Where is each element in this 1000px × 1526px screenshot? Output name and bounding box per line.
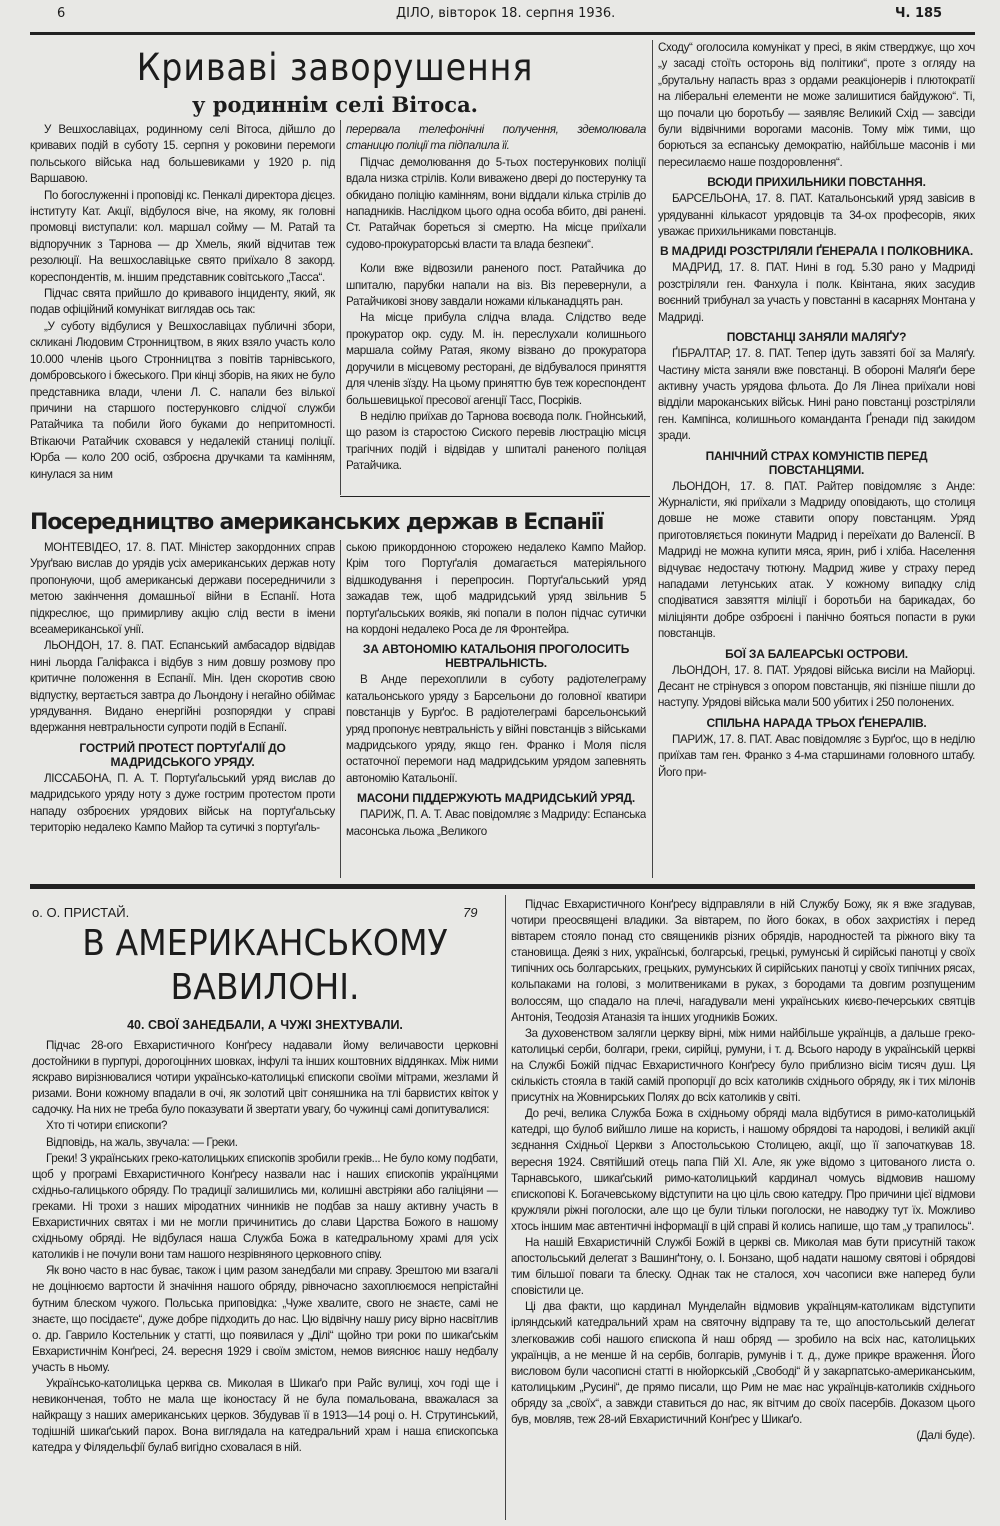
paragraph: ПАРИЖ, П. А. Т. Авас повідомляє з Мадриду: Еспанська масонська льожа „Великого xyxy=(346,808,646,838)
paragraph: ҐІБРАЛТАР, 17. 8. ПАТ. Тепер ідуть завзяті бої за Маляґу. Частину міста заняли вже повстанці. В обороні Маляґи бере активну участь урядова фльота. До Ля Лінеа приїхали нові відділи мароканських військ. Нині рано повстанці розстріляли ген. Кампінса, колишнього команданта Ґренади під закидом зради. xyxy=(658,347,975,443)
feuilleton-author: о. О. ПРИСТАЙ. xyxy=(32,905,130,920)
section-rule xyxy=(30,884,975,889)
paragraph: БАРСЕЛЬОНА, 17. 8. ПАТ. Катальонський уряд завісив в урядуванні кількасот урядовців та 34-ох професорів, яких уважає прихильниками повстанців. xyxy=(658,192,975,239)
news-heading: В МАДРИДІ РОЗСТРІЛЯЛИ ҐЕНЕРАЛА І ПОЛКОВНИКА. xyxy=(660,244,973,259)
paragraph: Підчас Евхаристичного Конґресу відправляли в ній Службу Божу, як я вже згадував, чотири преосвящені владики. За вівтарем, по його боках, в обох захристіях і перед вівтарем стояло понад сто священиків різних обрядів, народностей та ріжного віку та становища. Деякі з них, українські, болгарські, грецькі, румунські й сирійські панотці у своїх типічних ось болгарських, грецьких, румунських й сирійських панотці у своїх типічних рясах, кольпаками на голові, з молитвениками в руках, з бородами та довгим розпущеним волоссям, що спадало на плечі, нагадували мені українських києво-печерських святців Антонія, Теодозія Атаназія та інших угодників Божих. xyxy=(511,898,975,1024)
news-heading: ЗА АВТОНОМІЮ КАТАЛЬОНІЯ ПРОГОЛОСИТЬ НЕВТРАЛЬНІСТЬ. xyxy=(362,642,630,671)
paragraph: По богослуженні і проповіді кс. Пенкалі директора дієцез. інституту Кат. Акції, відбулося віче, на якому, як головні промовці виступали: кол. маршал сойму — М. Ратай та відпоручник з Тарнова — др Хмель, який відчитав теж резолюції. На вешхославіцьке свято приїхало 8 закорд. кореспондентів, м. іншим представник совітського „Тасса“. xyxy=(30,188,335,284)
paragraph: За духовенством залягли церкву вірні, між ними найбільше українців, а дальше греко-католицькі серби, болгари, греки, сирійці, румуни, і т. д. Всього народу в українській церкві на Службі Божій підчас Евхаристичного Конґресу було приблизно вісім тисяч душ. Ця скількість стояла в такій самій пропорції до всіх католиків східнього обряду, як і тих мілонів присутніх на Жовнирських Полях до всіх католиків у світі. xyxy=(511,1026,975,1105)
paragraph: Ці два факти, що кардинал Мунделайн відмовив українцям-католикам відступити ірляндський катедральний храм на святочну відправу та те, що апостольський делегат злегковажив собі нашого єпископа й наш обряд — зробило на всіх нас, католицьких українців, а не менше й на сербів, болгарів, румунів і т. д., дуже прикре враження. Його висловом були часописні статті в нюйоркській „Свободі“ й у закарпатсько-американським, католицьким „Русині“, де прямо писали, що Рим не має нас українців-католиків східнього обряду за „своїх“, а завжди ставиться до нас, як вітчим до своїх пасербів. Доказом цього був, мовляв, теж 28-ий Евхаристичний Конґрес у Шикаґо. xyxy=(511,1300,975,1426)
news-heading: БОЇ ЗА БАЛЕАРСЬКІ ОСТРОВИ. xyxy=(725,646,908,661)
feuilleton-title xyxy=(49,922,481,1010)
paragraph: ською прикордонною сторожею недалеко Кампо Майор. Крім того Портуґалія домагається матеріяльного відшкодування і перепросин. Портуґальський уряд зажадав теж, щоб мадридський уряд звільнив 5 портуґальських вояків, які попали в полон підчас сутички на кордоні недалеко Роса де ля Фронтейра. xyxy=(346,541,646,637)
paragraph: „У суботу відбулися у Вешхославіцах публичні збори, скликані Людовим Стронництвом, в яких взяло участь коло 10.000 членів цього Стронництва з повітів тарнівського, домбровського і бжеського. При кінці зборів, на яких не було представника влади, члени Л. С. напали без вілької причини на старшого постерунковго слідчої служби Ратайчика та побили його буками до непритомності. Втікаючи Ратайчик сховався у недалекій станиці поліції. Юрба — коло 200 осіб, озброєна дручками та камінням, кинулася за ним xyxy=(30,319,335,481)
paragraph: ЛЬОНДОН, 17. 8. ПАТ. Урядові війська висіли на Майорці. Десант не стрінувся з опором повстанців, які пізніше пішли до наступу. Урядові війська мали 500 убитих і 250 полонених. xyxy=(658,663,975,710)
article1-column1 xyxy=(30,122,335,494)
news-heading: ВСЮДИ ПРИХИЛЬНИКИ ПОВСТАННЯ. xyxy=(707,175,926,190)
issue-number: Ч. 185 xyxy=(895,6,943,21)
column-divider xyxy=(505,895,506,1520)
paragraph: У Вешхославіцах, родинному селі Вітоса, дійшло до кривавих подій в суботу 15. серпня у роковини перемоги польського війська над большевиками у 1920 р. під Варшавою. xyxy=(30,123,335,186)
paragraph: МАДРИД, 17. 8. ПАТ. Нині в год. 5.30 рано у Мадриді розстріляли ген. Фанхула і полк. Квінтана, яких засудив воєнний трибунал за участь у повстанні в касарнях Монтана у Мадриді. xyxy=(658,261,975,324)
news-heading: ГОСТРИЙ ПРОТЕСТ ПОРТУҐАЛІЇ ДО МАДРИДСЬКОГО УРЯДУ. xyxy=(79,740,286,769)
masthead: ДІЛО, вівторок 18. серпня 1936. xyxy=(396,6,616,21)
news-heading: ПАНІЧНИЙ СТРАХ КОМУНІСТІВ ПЕРЕД ПОВСТАНЦЯМИ. xyxy=(705,448,928,477)
paragraph: ЛЬОНДОН, 17. 8. ПАТ. Еспанський амбасадор відвідав нині льорда Галіфакса і відбув з ним довшу розмову про критичне положення в Еспанії. Мін. Іден скоротив свою відпустку, вертається завтра до Льондону і негайно обіймає урядування. Видано енергійні розпорядки у справі вдержання невтральности супроти подій в Еспанії. xyxy=(30,639,335,735)
paragraph: До речі, велика Служба Божа в східньому обряді мала відбутися в римо-католицькій катедрі, що булоб вийшло лише на користь, і нашому обрядові та народові, і великій акції зєднання Східньої Церкви з Апостольською Столицею, акції, що її започаткував 18. вересня 1924. Святійший отець папа Пій XI. Але, як уже відомо з цитованого листа о. Тарнавського, шикаґський римо-католицький кардинал чомусь відмовив нашому єпископові К. Богачевському відступити на цю ціль свою катедру. Про причини цієї відмови кружляли ріжні поголоски, але що це були тільки поголоски, не наводжу тут їх. Можливо хтось іншим має автентичні інформації в цій справі й колись напише, що там „у трапилось“. xyxy=(511,1107,975,1233)
article2-title: Посередництво американських держав в Еспанії xyxy=(30,510,604,535)
paragraph: На місце прибула слідча влада. Слідство веде прокуратор окр. суду. М. ін. переслухали колишнього маршала сойму Ратая, якому візвано до прокуратора доручили в місцевому ресторані, де відбувалося приняття для членів зїзду. На цьому приняттю був теж кореспондент большевицької пресової агенції Тасс, Посріків. xyxy=(346,311,646,407)
feuilleton-column1 xyxy=(32,1038,498,1518)
paragraph: Коли вже відвозили раненого пост. Ратайчика до шпиталю, парубки напали на віз. Віз перевернули, а Ратайчикові знову завдали ножами кільканадцять ран. xyxy=(346,262,646,309)
paragraph: Греки! З українських греко-католицьких єпископів зробили греків... Не було кому подбати, щоб у програмі Евхаристичного Конґресу назвали нас і наших єпископів українцями східньо-галицького обряду. По традиції залишились ми, колишні австріяки або галіціяни — греками. Ні трохи з наших міродатних чинників не подбав за нашу активну участь в Евхаристичних святах і ми не могли причинитись до слави Царства Божого в нашому східньому обряді. Не відбулася наша Служба Божа в катедральному храмі для усіх католиків і не почули вони там нашого незрівняного церковного співу. xyxy=(32,1151,498,1262)
paragraph: Хто ті чотири єпископи? xyxy=(46,1119,168,1133)
paragraph: Підчас 28-ого Евхаристичного Конґресу надавали йому величавости церковні достойники в пурпурі, дорогоцінних шовках, інфулі та інших коштовних віддянках. Між ними яскраво вирізнювалися чотири українсько-католицькі єпископи своїми мітрами, жезлами й ризами. Вони кожному впадали в очі, як золотий цвіт соняшника на тлі барвистих квіток у садочку. На них не треба було показувати й звертати увагу, бо чужинці самі допитувалися: xyxy=(32,1039,498,1117)
article-subtitle: у родиннім селі Вітоса. xyxy=(192,92,478,117)
paragraph: ПАРИЖ, 17. 8. ПАТ. Авас повідомляє з Бурґос, що в неділю приїхав там ген. Франко з 4-ма старшинами головного штабу. Його при- xyxy=(658,732,975,779)
title-line: ВАВИЛОНІ. xyxy=(170,967,360,1008)
article-rule xyxy=(340,496,650,497)
column-divider xyxy=(340,120,341,495)
page-number: 6 xyxy=(57,6,66,21)
paragraph: Як воно часто в нас буває, також і цим разом занедбали ми справу. Зрештою ми взагалі не доцінюємо вартости й значіння нашого обряду, рівночасно захоплюємося непрістайні бутним блеском чужого. Польська приповідка: „Чуже хвалите, свого не знаєте, самі не знаєте, що посідаєте“, дуже добре підходить до нас. Цю відвічну нашу рису вірно насвітлив о. др. Гаврило Костельник у статті, що появилася у „Ділі“ щойно три роки по шикаґськім Евхаристичнім Конґресі, 24. вересня 1929 і своїм змістом, немов вияснює нашу недбалу участь в ньому. xyxy=(32,1264,498,1374)
paragraph: МОНТЕВІДЕО, 17. 8. ПАТ. Міністер закордонних справ Уруґваю вислав до урядів усіх американських держав ноту пропонуючи, щоб американські держави посередничили з метою закінчення домашньої війни в Еспанії. Нота підкреслює, що примирливу акцію слід вести в імени всеамериканської унії. xyxy=(30,541,335,637)
paragraph: ЛІССАБОНА, П. А. Т. Портуґальський уряд вислав до мадридського уряду ноту з дуже гострим протестом проти нападу озброєних урядових військ на портуґальську територію недалеко Кампо Майор та сутичкі з портуґаль- xyxy=(30,771,335,835)
article2-column2 xyxy=(346,540,646,880)
header-rule xyxy=(30,32,975,35)
article1-column2 xyxy=(346,122,646,494)
article-title: Криваві заворушення xyxy=(136,46,534,89)
news-column3 xyxy=(658,40,975,880)
paragraph: Відповідь, на жаль, звучала: — Греки. xyxy=(46,1135,238,1149)
to-be-continued: (Далі буде). xyxy=(916,1429,975,1443)
paragraph: Сходу“ оголосила комунікат у пресі, в якім стверджує, що хоч „у засаді стоїть осторонь від політики“, проте з огляду на „брутальну напасть враз з ордами реакціонерів і плютократії на ліберальні елементи не може залишитися байдужою“. Ті, що почали цю боротьбу — заявляє Великий Схід — завсіди були відвічними ворогами масонів. Тому між тими, що борються за еспанську демократію, найбільше масонів і ми пересилаємо наше поздоровлення“. xyxy=(658,41,975,169)
article2-column1 xyxy=(30,540,335,880)
paragraph: В Анде перехоплили в суботу радіотелеграму катальонського уряду з Барсельони до головної кватири повстанців у Бурґос. В радіотелеграмі барсельонський уряд пропонує невтральність у війні повстанців з військами мадридського уряду, якщо ген. Франко і Моля після остаточної перемоги над мадридським урядом запевнять автономію Катальонії. xyxy=(346,673,646,785)
column-divider xyxy=(340,540,341,878)
paragraph: Українсько-католицька церква св. Миколая в Шикаґо при Райс вулиці, хоч годі ще і невиконченая, тобто не мала ще іконостасу й не була помальована, вважалася за найкращу з наших американських церков. Збудував її в 1913—14 році о. Н. Струтинський, тодішній шикаґський парох. Вона виглядала на катедральний храм і наша єпископська катедра у Філядельфії булаб вигідно сховалася в ній. xyxy=(32,1376,498,1455)
paragraph: перервала телефонічні получення, здемолювала станицю поліції та підпалила її. xyxy=(346,123,646,153)
paragraph: Підчас свята прийшло до кривавого інциденту, який, як подав офіційний комунікат виглядав ось так: xyxy=(30,287,335,317)
news-heading: МАСОНИ ПІДДЕРЖУЮТЬ МАДРИДСЬКИЙ УРЯД. xyxy=(356,791,636,806)
paragraph: Підчас демолювання до 5-тьох постерункових поліції вдала низка стрілів. Коли виважено двері до постерунку та обкидано поліцію камінням, вони віддали кілька стрілів до нападників. Наслідком цього одна особа вбито, дві ранені. Ст. Ратайчак бореться зі смертю. На місце приїхали судово-прокураторські власти та влада безпеки“. xyxy=(346,155,646,251)
news-heading: СПІЛЬНА НАРАДА ТРЬОХ ҐЕНЕРАЛІВ. xyxy=(706,715,927,730)
title-line: В АМЕРИКАНСЬКОМУ xyxy=(82,923,448,964)
paragraph: В неділю приїхав до Тарнова воєвода полк. Гнойнський, що разом із старостою Сиского перевів люстрацію місця трагічних подій і відвідав у шпиталі раненого поліцая Ратайчика. xyxy=(346,409,646,473)
feuilleton-column2 xyxy=(511,897,975,1522)
paragraph: ЛЬОНДОН, 17. 8. ПАТ. Райтер повідомляє з Анде: Журналісти, які приїхали з Мадриду оповідають, що столиця довше не може ставити опору повстанцям. Уряд приготовляється покинути Мадрид і переїхати до Валенсії. В Мадриді не можна купити мяса, ярин, риб і хліба. Населення відчуває недостачу тютюну. Мадрид живе у страху перед нападами летунських атак. У кожному випадку слід сподіватися завзяття міліції і боротьби на барикадах, бо міліціянти добре озброєні і панічно бояться попасти в руки повстанців. xyxy=(658,479,975,641)
paragraph: На нашій Евхаристичній Службі Божій в церкві св. Миколая мав бути присутній також апостольський делегат з Вашинґтону, о. І. Бонзано, щоб надати нашому святові і обрядові тим більшої поваги та блеску. Однак так не сталося, хоч часописи вже наперед були сповістили це. xyxy=(511,1235,975,1298)
news-heading: ПОВСТАНЦІ ЗАНЯЛИ МАЛЯҐУ? xyxy=(726,330,907,345)
column-divider xyxy=(652,40,653,878)
chapter-heading: 40. СВОЇ ЗАНЕДБАЛИ, А ЧУЖІ ЗНЕХТУВАЛИ. xyxy=(127,1018,403,1032)
installment-number: 79 xyxy=(463,905,478,920)
